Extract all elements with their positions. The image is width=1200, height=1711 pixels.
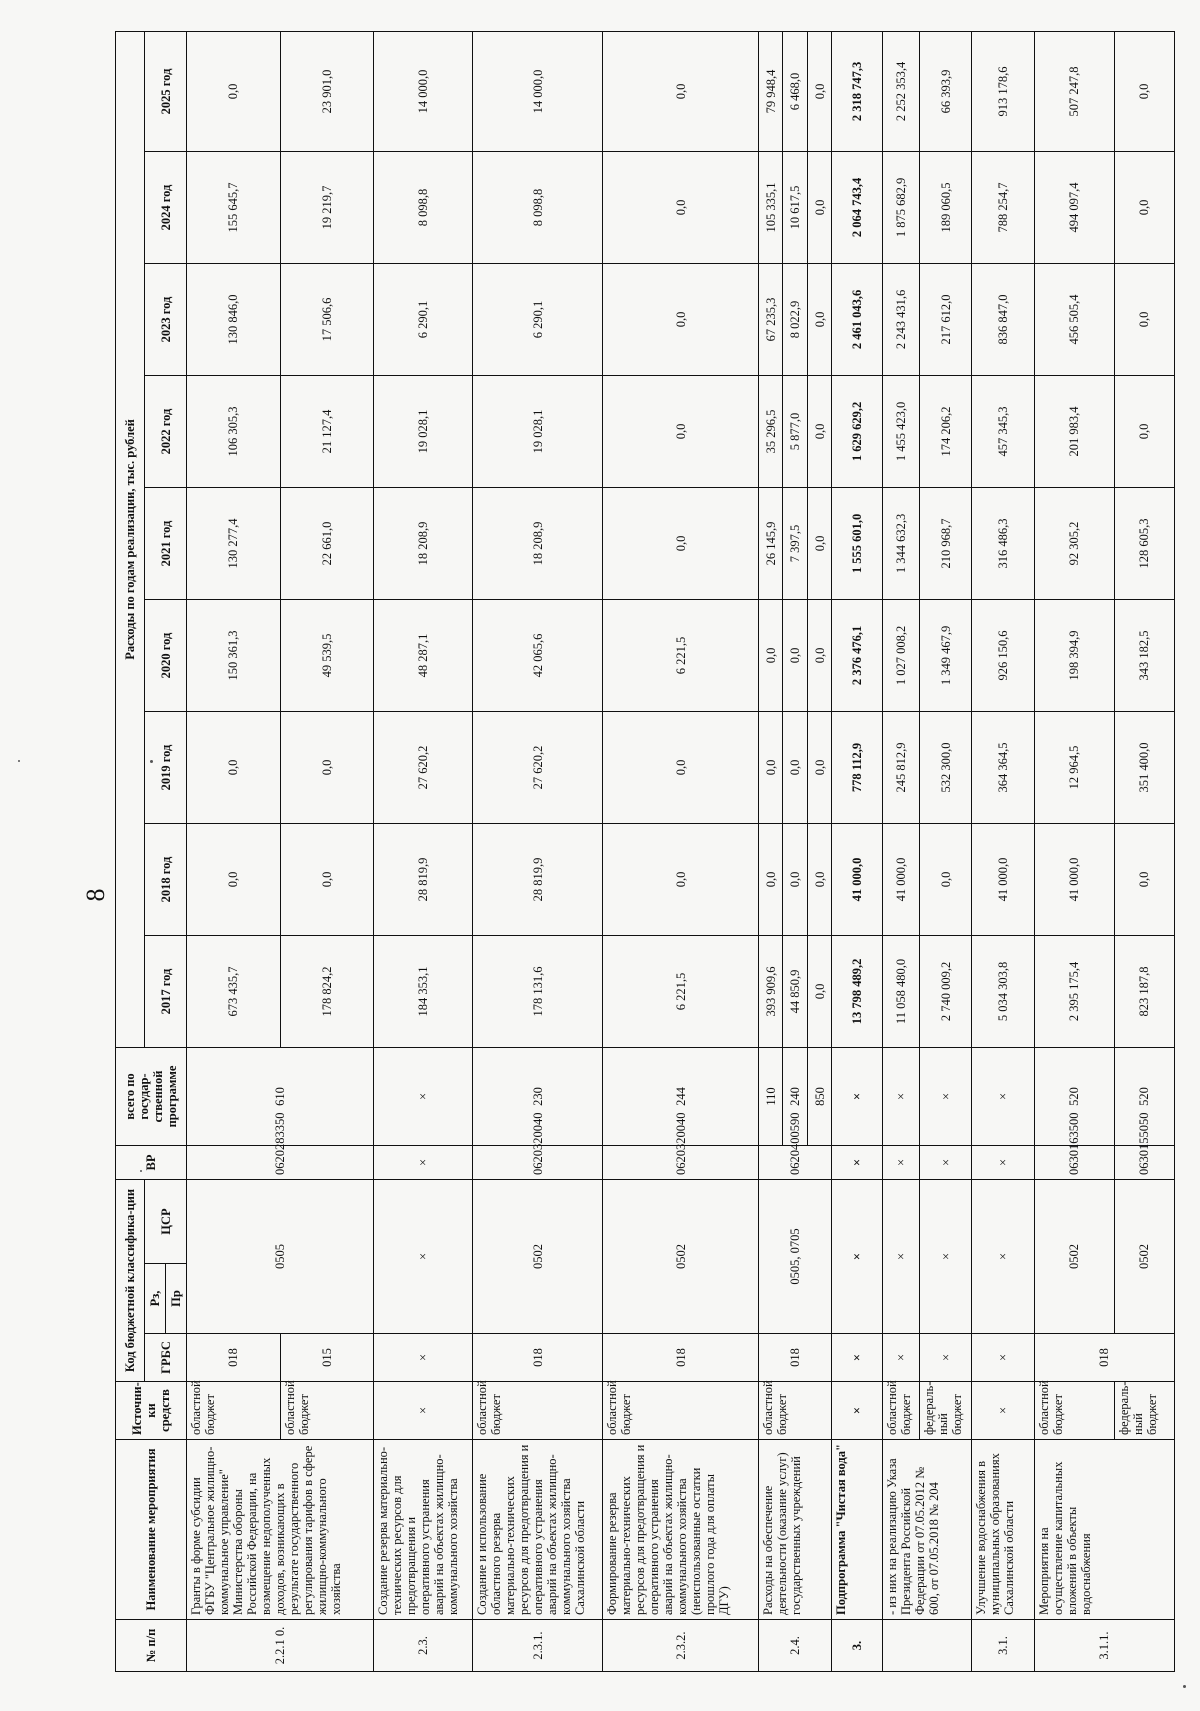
row-source: областной бюджет bbox=[187, 1382, 280, 1440]
row-year-value: 0,0 bbox=[807, 263, 831, 375]
row-year-value: 2 461 043,6 bbox=[832, 263, 883, 375]
row-year-value: 22 661,0 bbox=[280, 487, 373, 599]
row-year-value: 0,0 bbox=[603, 375, 759, 487]
row-rz-pr: 0505 bbox=[187, 1179, 374, 1333]
row-vr: × bbox=[883, 1047, 920, 1145]
row-total: 178 131,6 bbox=[473, 935, 603, 1047]
row-total: 2 740 009,2 bbox=[920, 935, 972, 1047]
row-number: 2.3.2. bbox=[603, 1620, 759, 1672]
row-total: 2 395 175,4 bbox=[1034, 935, 1114, 1047]
row-year-value: 21 127,4 bbox=[280, 375, 373, 487]
row-total: 178 824,2 bbox=[280, 935, 373, 1047]
row-source: областной бюджет bbox=[473, 1382, 603, 1440]
row-year-value: 1 344 632,3 bbox=[883, 487, 920, 599]
row-year-value: 0,0 bbox=[807, 711, 831, 823]
row-year-value: 0,0 bbox=[807, 375, 831, 487]
table-row bbox=[832, 31, 883, 1671]
row-rz-pr: × bbox=[832, 1179, 883, 1333]
row-year-value: 0,0 bbox=[603, 151, 759, 263]
row-year-value: 343 182,5 bbox=[1114, 599, 1174, 711]
row-grbs: 018 bbox=[603, 1334, 759, 1382]
row-vr: 230 bbox=[473, 1047, 603, 1145]
row-year-value: 19 219,7 bbox=[280, 151, 373, 263]
row-total: 393 909,6 bbox=[758, 935, 782, 1047]
row-grbs: × bbox=[920, 1334, 972, 1382]
header-year: 2025 год bbox=[144, 31, 186, 151]
row-year-value: 0,0 bbox=[187, 31, 280, 151]
row-year-value: 316 486,3 bbox=[972, 487, 1034, 599]
row-name: Расходы на обеспечение деятельности (оказание услуг) государственных учреждений bbox=[758, 1440, 831, 1620]
row-name: Гранты в форме субсидии ФГБУ "Центральное жилищно-коммунальное управление" Министерства обороны Российской Федерации, на возмещение недополученных доходов, возникающих в результате государственного регулирования тарифов в сфере жилищно-коммунального хозяйства bbox=[187, 1440, 374, 1620]
row-year-value: 155 645,7 bbox=[187, 151, 280, 263]
row-year-value: 1 455 423,0 bbox=[883, 375, 920, 487]
row-grbs: × bbox=[374, 1334, 473, 1382]
row-year-value: 14 000,0 bbox=[473, 31, 603, 151]
row-year-value: 0,0 bbox=[603, 487, 759, 599]
row-year-value: 456 505,4 bbox=[1034, 263, 1114, 375]
header-source: Источни-ки средств bbox=[116, 1382, 187, 1440]
row-rz-pr: 0505, 0705 bbox=[758, 1179, 831, 1333]
row-year-value: 8 022,9 bbox=[783, 263, 807, 375]
row-year-value: 41 000,0 bbox=[883, 823, 920, 935]
row-year-value: 6 468,0 bbox=[783, 31, 807, 151]
row-grbs: × bbox=[883, 1334, 920, 1382]
table-row bbox=[280, 31, 373, 1671]
row-year-value: 189 060,5 bbox=[920, 151, 972, 263]
row-source: областной бюджет bbox=[280, 1382, 373, 1440]
row-year-value: 1 027 008,2 bbox=[883, 599, 920, 711]
header-year: 2024 год bbox=[144, 151, 186, 263]
row-total: 5 034 303,8 bbox=[972, 935, 1034, 1047]
row-year-value: 0,0 bbox=[1114, 31, 1174, 151]
row-year-value: 0,0 bbox=[603, 823, 759, 935]
rotated-table-container bbox=[115, 32, 1175, 1672]
header-pr: Пр bbox=[166, 1264, 187, 1334]
row-total: 11 058 480,0 bbox=[883, 935, 920, 1047]
row-name: Подпрограмма "Чистая вода" bbox=[832, 1440, 883, 1620]
row-grbs: 018 bbox=[1034, 1334, 1174, 1382]
row-vr: × bbox=[374, 1047, 473, 1145]
row-vr: 110 bbox=[758, 1047, 782, 1145]
row-total: 823 187,8 bbox=[1114, 935, 1174, 1047]
row-csr: 0630155050 bbox=[1114, 1145, 1174, 1179]
row-number bbox=[883, 1620, 972, 1672]
row-year-value: 41 000,0 bbox=[832, 823, 883, 935]
row-year-value: 0,0 bbox=[783, 711, 807, 823]
row-year-value: 836 847,0 bbox=[972, 263, 1034, 375]
header-vr: ВР bbox=[116, 1145, 187, 1179]
row-year-value: 67 235,3 bbox=[758, 263, 782, 375]
row-grbs: × bbox=[832, 1334, 883, 1382]
row-year-value: 1 349 467,9 bbox=[920, 599, 972, 711]
row-grbs: 018 bbox=[758, 1334, 831, 1382]
row-number: 3. bbox=[832, 1620, 883, 1672]
header-row-1 bbox=[116, 31, 145, 1671]
row-year-value: 913 178,6 bbox=[972, 31, 1034, 151]
row-name: Создание резерва материально-технических ресурсов для предотвращения и оперативного устранения аварий на объектах жилищно-коммунального хозяйства bbox=[374, 1440, 473, 1620]
row-year-value: 27 620,2 bbox=[374, 711, 473, 823]
row-rz-pr: 0502 bbox=[603, 1179, 759, 1333]
row-csr: × bbox=[883, 1145, 920, 1179]
row-year-value: 778 112,9 bbox=[832, 711, 883, 823]
header-year: 2023 год bbox=[144, 263, 186, 375]
row-year-value: 5 877,0 bbox=[783, 375, 807, 487]
row-year-value: 201 983,4 bbox=[1034, 375, 1114, 487]
row-year-value: 0,0 bbox=[280, 711, 373, 823]
row-year-value: 0,0 bbox=[758, 711, 782, 823]
row-total: 6 221,5 bbox=[603, 935, 759, 1047]
row-csr: × bbox=[920, 1145, 972, 1179]
header-total: всего по государ-ственной программе bbox=[116, 1047, 187, 1145]
table-row bbox=[1034, 31, 1114, 1671]
row-year-value: 0,0 bbox=[807, 823, 831, 935]
row-year-value: 0,0 bbox=[187, 823, 280, 935]
row-total: 44 850,9 bbox=[783, 935, 807, 1047]
row-year-value: 28 819,9 bbox=[473, 823, 603, 935]
row-year-value: 174 206,2 bbox=[920, 375, 972, 487]
row-vr: × bbox=[920, 1047, 972, 1145]
header-year: 2019 год bbox=[144, 711, 186, 823]
row-year-value: 6 221,5 bbox=[603, 599, 759, 711]
row-year-value: 48 287,1 bbox=[374, 599, 473, 711]
row-year-value: 0,0 bbox=[783, 599, 807, 711]
row-year-value: 23 901,0 bbox=[280, 31, 373, 151]
row-source: × bbox=[374, 1382, 473, 1440]
header-num: № п/п bbox=[116, 1620, 187, 1672]
row-vr: 850 bbox=[807, 1047, 831, 1145]
row-number: 2.2.1 0. bbox=[187, 1620, 374, 1672]
row-source: × bbox=[832, 1382, 883, 1440]
table-row bbox=[187, 31, 280, 1671]
header-year: 2020 год bbox=[144, 599, 186, 711]
row-year-value: 0,0 bbox=[603, 31, 759, 151]
header-year: 2022 год bbox=[144, 375, 186, 487]
row-year-value: 0,0 bbox=[807, 487, 831, 599]
row-year-value: 27 620,2 bbox=[473, 711, 603, 823]
row-rz-pr: 0502 bbox=[1114, 1179, 1174, 1333]
row-year-value: 79 948,4 bbox=[758, 31, 782, 151]
row-year-value: 92 305,2 bbox=[1034, 487, 1114, 599]
row-year-value: 0,0 bbox=[1114, 151, 1174, 263]
row-rz-pr: × bbox=[883, 1179, 920, 1333]
row-vr: 610 bbox=[187, 1047, 374, 1145]
row-name: Улучшение водоснабжения в муниципальных образованиях Сахалинской области bbox=[972, 1440, 1034, 1620]
row-year-value: 49 539,5 bbox=[280, 599, 373, 711]
row-year-value: 532 300,0 bbox=[920, 711, 972, 823]
row-year-value: 150 361,3 bbox=[187, 599, 280, 711]
row-year-value: 1 629 629,2 bbox=[832, 375, 883, 487]
row-name: Мероприятия на осуществление капитальных вложений в объекты водоснабжения bbox=[1034, 1440, 1174, 1620]
table-row bbox=[603, 31, 759, 1671]
row-year-value: 0,0 bbox=[807, 151, 831, 263]
row-grbs: 018 bbox=[473, 1334, 603, 1382]
table-row bbox=[972, 31, 1034, 1671]
row-grbs: 018 bbox=[187, 1334, 280, 1382]
row-year-value: 35 296,5 bbox=[758, 375, 782, 487]
row-year-value: 788 254,7 bbox=[972, 151, 1034, 263]
row-csr: 0630163500 bbox=[1034, 1145, 1114, 1179]
header-grbs: ГРБС bbox=[144, 1334, 186, 1382]
row-year-value: 130 277,4 bbox=[187, 487, 280, 599]
row-year-value: 2 318 747,3 bbox=[832, 31, 883, 151]
row-csr: 0620320040 bbox=[603, 1145, 759, 1179]
row-year-value: 19 028,1 bbox=[473, 375, 603, 487]
row-year-value: 10 617,5 bbox=[783, 151, 807, 263]
row-year-value: 0,0 bbox=[758, 823, 782, 935]
row-year-value: 364 364,5 bbox=[972, 711, 1034, 823]
row-year-value: 217 612,0 bbox=[920, 263, 972, 375]
table-row bbox=[473, 31, 603, 1671]
row-name: Создание и использование областного резерва материально-технических ресурсов для предотвращения и оперативного устранения аварий на объектах жилищно-коммунального хозяйства Сахалинской области bbox=[473, 1440, 603, 1620]
row-year-value: 0,0 bbox=[280, 823, 373, 935]
row-year-value: 2 376 476,1 bbox=[832, 599, 883, 711]
row-year-value: 1 875 682,9 bbox=[883, 151, 920, 263]
row-year-value: 26 145,9 bbox=[758, 487, 782, 599]
row-csr: × bbox=[374, 1145, 473, 1179]
row-vr: 520 bbox=[1034, 1047, 1114, 1145]
row-rz-pr: × bbox=[972, 1179, 1034, 1333]
row-number: 2.4. bbox=[758, 1620, 831, 1672]
scan-speck bbox=[1183, 1685, 1186, 1688]
row-grbs: × bbox=[972, 1334, 1034, 1382]
row-name: - из них на реализацию Указа Президента Российской Федерации от 07.05.2012 № 600, от 07.05.2018 № 204 bbox=[883, 1440, 972, 1620]
row-year-value: 18 208,9 bbox=[473, 487, 603, 599]
row-year-value: 0,0 bbox=[603, 711, 759, 823]
budget-table bbox=[115, 31, 1175, 1672]
row-year-value: 457 345,3 bbox=[972, 375, 1034, 487]
row-year-value: 0,0 bbox=[187, 711, 280, 823]
row-year-value: 494 097,4 bbox=[1034, 151, 1114, 263]
header-year: 2021 год bbox=[144, 487, 186, 599]
table-row bbox=[920, 31, 972, 1671]
table-row bbox=[883, 31, 920, 1671]
row-vr: 520 bbox=[1114, 1047, 1174, 1145]
row-year-value: 0,0 bbox=[1114, 375, 1174, 487]
row-year-value: 8 098,8 bbox=[374, 151, 473, 263]
row-year-value: 17 506,6 bbox=[280, 263, 373, 375]
row-year-value: 41 000,0 bbox=[1034, 823, 1114, 935]
row-csr: × bbox=[972, 1145, 1034, 1179]
row-year-value: 8 098,8 bbox=[473, 151, 603, 263]
row-year-value: 198 394,9 bbox=[1034, 599, 1114, 711]
row-year-value: 351 400,0 bbox=[1114, 711, 1174, 823]
row-source: × bbox=[972, 1382, 1034, 1440]
row-year-value: 18 208,9 bbox=[374, 487, 473, 599]
row-name: Формирование резерва материально-технических ресурсов для предотвращения и оперативного устранения аварий на объектах жилищно-коммунального хозяйства (неиспользованные остатки прошлого года для оплаты ДГУ) bbox=[603, 1440, 759, 1620]
row-year-value: 6 290,1 bbox=[374, 263, 473, 375]
table-row bbox=[758, 31, 782, 1671]
row-year-value: 106 305,3 bbox=[187, 375, 280, 487]
row-csr: 0620320040 bbox=[473, 1145, 603, 1179]
header-expenses-group: Расходы по годам реализации, тыс. рублей bbox=[116, 31, 145, 1047]
row-year-value: 128 605,3 bbox=[1114, 487, 1174, 599]
row-total: 673 435,7 bbox=[187, 935, 280, 1047]
row-year-value: 28 819,9 bbox=[374, 823, 473, 935]
row-source: федераль-ный бюджет bbox=[1114, 1382, 1174, 1440]
row-year-value: 41 000,0 bbox=[972, 823, 1034, 935]
row-year-value: 0,0 bbox=[783, 823, 807, 935]
row-year-value: 0,0 bbox=[758, 599, 782, 711]
row-vr: × bbox=[832, 1047, 883, 1145]
row-number: 3.1.1. bbox=[1034, 1620, 1174, 1672]
row-year-value: 66 393,9 bbox=[920, 31, 972, 151]
header-csr: ЦСР bbox=[144, 1179, 186, 1263]
row-year-value: 105 335,1 bbox=[758, 151, 782, 263]
row-year-value: 12 964,5 bbox=[1034, 711, 1114, 823]
row-year-value: 210 968,7 bbox=[920, 487, 972, 599]
header-rz: Рз, bbox=[144, 1264, 165, 1334]
row-year-value: 19 028,1 bbox=[374, 375, 473, 487]
row-source: областной бюджет bbox=[758, 1382, 831, 1440]
row-year-value: 2 243 431,6 bbox=[883, 263, 920, 375]
row-year-value: 6 290,1 bbox=[473, 263, 603, 375]
row-total: 184 353,1 bbox=[374, 935, 473, 1047]
row-vr: × bbox=[972, 1047, 1034, 1145]
row-rz-pr: × bbox=[920, 1179, 972, 1333]
row-year-value: 0,0 bbox=[1114, 263, 1174, 375]
row-number: 3.1. bbox=[972, 1620, 1034, 1672]
row-year-value: 2 252 353,4 bbox=[883, 31, 920, 151]
scan-speck bbox=[18, 760, 20, 762]
row-year-value: 0,0 bbox=[807, 599, 831, 711]
row-year-value: 14 000,0 bbox=[374, 31, 473, 151]
row-total: 0,0 bbox=[807, 935, 831, 1047]
row-rz-pr: 0502 bbox=[1034, 1179, 1114, 1333]
row-year-value: 0,0 bbox=[807, 31, 831, 151]
row-year-value: 130 846,0 bbox=[187, 263, 280, 375]
row-rz-pr: 0502 bbox=[473, 1179, 603, 1333]
table-row bbox=[374, 31, 473, 1671]
row-year-value: 0,0 bbox=[920, 823, 972, 935]
row-grbs: 015 bbox=[280, 1334, 373, 1382]
row-source: областной бюджет bbox=[603, 1382, 759, 1440]
row-csr: 0620283350 bbox=[187, 1145, 374, 1179]
row-year-value: 2 064 743,4 bbox=[832, 151, 883, 263]
header-year: 2017 год bbox=[144, 935, 186, 1047]
row-vr: 244 bbox=[603, 1047, 759, 1145]
row-number: 2.3. bbox=[374, 1620, 473, 1672]
row-year-value: 0,0 bbox=[603, 263, 759, 375]
header-code-group: Код бюджетной классифика-ции bbox=[116, 1179, 145, 1381]
row-rz-pr: × bbox=[374, 1179, 473, 1333]
row-source: федераль-ный бюджет bbox=[920, 1382, 972, 1440]
row-year-value: 1 555 601,0 bbox=[832, 487, 883, 599]
row-csr: × bbox=[832, 1145, 883, 1179]
page-number: 8 bbox=[81, 888, 110, 902]
row-year-value: 0,0 bbox=[1114, 823, 1174, 935]
row-year-value: 42 065,6 bbox=[473, 599, 603, 711]
row-number: 2.3.1. bbox=[473, 1620, 603, 1672]
header-year: 2018 год bbox=[144, 823, 186, 935]
row-source: областной бюджет bbox=[1034, 1382, 1114, 1440]
row-year-value: 926 150,6 bbox=[972, 599, 1034, 711]
row-total: 13 798 489,2 bbox=[832, 935, 883, 1047]
row-csr: 0620400590 bbox=[758, 1145, 831, 1179]
row-source: областной бюджет bbox=[883, 1382, 920, 1440]
row-year-value: 7 397,5 bbox=[783, 487, 807, 599]
row-year-value: 245 812,9 bbox=[883, 711, 920, 823]
row-vr: 240 bbox=[783, 1047, 807, 1145]
table-row bbox=[1114, 31, 1174, 1671]
header-name: Наименование мероприятия bbox=[116, 1440, 187, 1620]
row-year-value: 507 247,8 bbox=[1034, 31, 1114, 151]
